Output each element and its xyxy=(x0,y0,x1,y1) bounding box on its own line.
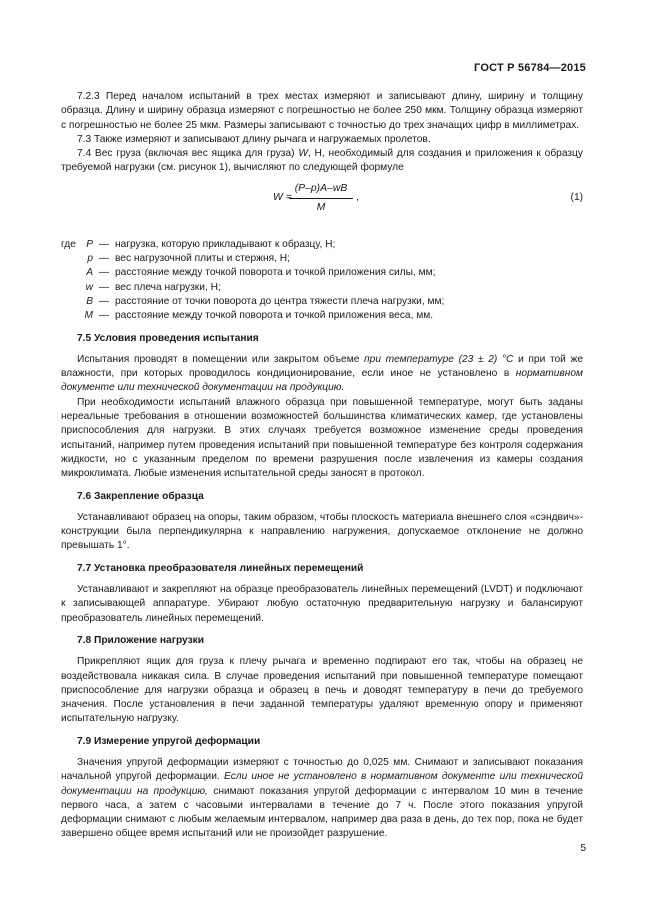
variable-dash: — xyxy=(98,238,110,250)
formula-denominator: M xyxy=(316,202,326,214)
section-7-5-title: 7.5 Условия проведения испытания xyxy=(77,332,259,344)
variable-dash: — xyxy=(98,281,110,293)
variable-row xyxy=(61,238,583,252)
text-run: Значения упругой деформации измеряют с точностью до 0,025 мм. Снимают и записывают показания начальной упругой деформации. xyxy=(61,756,583,783)
section-7-9-title: 7.9 Измерение упругой деформации xyxy=(77,735,261,747)
standard-code: ГОСТ Р 56784—2015 xyxy=(474,62,586,74)
section-7-8-title: 7.8 Приложение нагрузки xyxy=(77,634,204,646)
clause-7-4-text-b: , Н, необходимый для создания и приложения к образцу требуемой нагрузки (см. рисунок 1), вычисляют по следующей формуле xyxy=(61,148,583,174)
variable-symbol: p xyxy=(87,253,93,265)
formula-lhs: W = xyxy=(273,191,292,203)
variable-symbol: w xyxy=(85,281,93,293)
section-7-7-title: 7.7 Установка преобразователя линейных перемещений xyxy=(77,562,364,574)
text-run-italic: при температуре (23 ± 2) °С xyxy=(364,353,514,365)
section-7-5-para-2: При необходимости испытаний влажного образца при повышенной температуре, могут быть заданы нереальные требования в отношении возможностей большинства климатических камер, где установлены приспособления для нагрузки. В этих случаях требуется возможное изменение среды проведения испытаний, например путем проведения испытаний при повышенной температуре без контроля содержания жидкости, но с указанным пределом по времени разрушения после извлечения из камеры создания микроклимата. Любые изменения испытательной среды заносят в протокол. xyxy=(61,396,583,480)
variable-row xyxy=(61,266,583,280)
formula-fraction xyxy=(289,182,353,216)
variable-symbol: M xyxy=(84,310,93,322)
variable-symbol: P xyxy=(86,238,93,250)
where-word: где xyxy=(61,238,76,250)
variable-description: расстояние между точкой поворота и точкой приложения веса, мм. xyxy=(115,310,434,322)
section-7-7-para-1: Устанавливают и закрепляют на образце преобразователь линейных перемещений (LVDT) и подключают к записывающей аппаратуре. Убирают любую остаточную предварительную нагрузку и балансируют преобразователь линейных перемещений. xyxy=(61,584,583,624)
text-run: и при той же влажности, при которых проводилось кондиционирование, если иное не установлено в xyxy=(61,353,583,380)
variable-row xyxy=(61,281,583,295)
variable-description: расстояние между точкой поворота и точкой приложения силы, мм; xyxy=(115,267,436,279)
formula-comma: , xyxy=(356,191,359,203)
formula-1 xyxy=(61,180,583,236)
variable-dash: — xyxy=(98,295,110,307)
section-7-9-para-1 xyxy=(61,756,583,842)
formula-number: (1) xyxy=(570,191,583,203)
variable-row xyxy=(61,252,583,266)
variable-dash: — xyxy=(98,253,110,265)
clause-7-4-text-a: 7.4 Вес груза (включая вес ящика для груза) xyxy=(77,148,299,160)
page-number: 5 xyxy=(580,843,586,854)
variable-row xyxy=(61,309,583,323)
variable-description: вес плеча нагрузки, Н; xyxy=(115,281,221,293)
section-7-6-para-1: Устанавливают образец на опоры, таким образом, чтобы плоскость материала внешнего слоя «сэндвич»-конструкции была перпендикулярна к направлению нагружения, допускаемое отклонение не должно превышать 1°. xyxy=(61,511,583,552)
text-run-italic: Если иное не установлено в нормативном документе или технической документации на продукцию, xyxy=(61,771,583,797)
section-7-6-title: 7.6 Закрепление образца xyxy=(77,490,204,502)
variable-description: расстояние от точки поворота до центра тяжести плеча нагрузки, мм; xyxy=(115,295,445,307)
variable-row xyxy=(61,295,583,309)
variable-description: нагрузка, которую прикладывают к образцу, Н; xyxy=(115,238,336,250)
clause-7-4-symbol: W xyxy=(298,148,308,160)
variable-symbol: B xyxy=(86,295,93,307)
variable-description: вес нагрузочной плиты и стержня, Н; xyxy=(115,253,290,265)
variable-symbol: A xyxy=(86,267,93,279)
clause-7-2-3: 7.2.3 Перед началом испытаний в трех местах измеряют и записывают длину, ширину и толщину образца. Длину и ширину образца измеряют с погрешностью не более 250 мкм. Толщину образца измеряют с погрешностью не более 25 мкм. Размеры записывают с точностью до трех значащих цифр в миллиметрах. xyxy=(61,91,583,131)
variables-list xyxy=(61,238,583,324)
text-run-italic: нормативном документе или технической документации на продукцию. xyxy=(61,368,583,394)
text-run: Испытания проводят в помещении или закрытом объеме xyxy=(77,353,365,365)
section-7-5-para-1 xyxy=(61,353,583,396)
formula-numerator: (P–p)A–wB xyxy=(289,182,353,199)
clause-7-3: 7.3 Также измеряют и записывают длину рычага и нагружаемых пролетов. xyxy=(77,133,431,145)
section-7-8-para-1: Прикрепляют ящик для груза к плечу рычага и временно подпирают его так, чтобы на образец не воздействовала никакая сила. В случае проведения испытаний при повышенной температуре помещают приспособление для нагрузки образца и образец в печь и доводят температуру в печи до требуемого значения. После установления в печи заданной температуры удаляют временную опору и применяют испытательную нагрузку. xyxy=(61,656,583,725)
clause-7-4 xyxy=(61,147,583,176)
variable-dash: — xyxy=(98,310,110,322)
page-content xyxy=(61,90,583,842)
text-run: снимают показания упругой деформации с интервалом 10 мин в течение первого часа, а затем с часовыми интервалами в течение до 7 ч. После этого показания упругой деформации снимают с любым желаемым интервалом, например два раза в день, до тех пор, пока не будет завершено общее время испытаний или не произойдет разрушение. xyxy=(61,785,583,840)
variable-dash: — xyxy=(98,267,110,279)
